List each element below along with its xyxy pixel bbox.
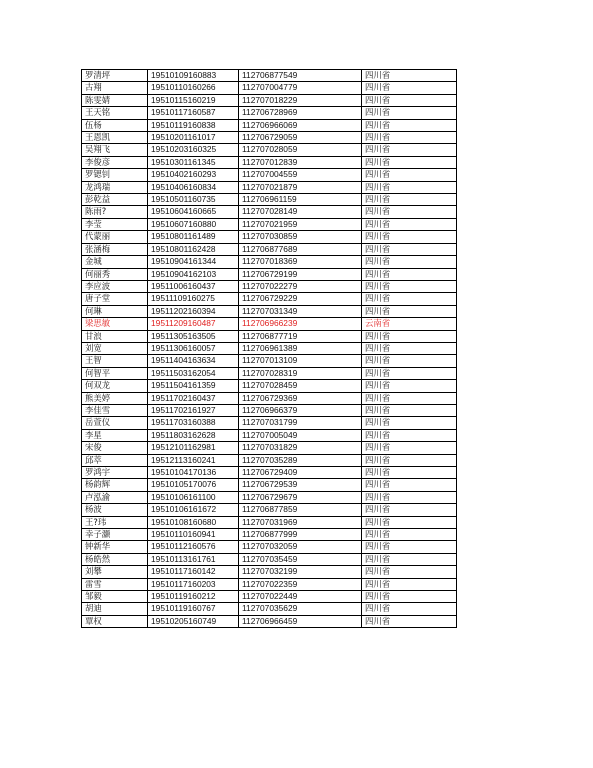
- code-cell: 112707022279: [239, 280, 362, 292]
- id-cell: 19511209160487: [148, 318, 239, 330]
- code-cell: 112706729539: [239, 479, 362, 491]
- table-row: [82, 169, 457, 181]
- table-row: [82, 367, 457, 379]
- id-cell: 19510117160587: [148, 107, 239, 119]
- province-cell: 四川省: [362, 305, 457, 317]
- name-cell: 邹毅: [82, 591, 148, 603]
- id-cell: 19511702161927: [148, 404, 239, 416]
- name-cell: 陈雨?: [82, 206, 148, 218]
- table-row: [82, 256, 457, 268]
- table-row: [82, 156, 457, 168]
- name-cell: 王恩凯: [82, 132, 148, 144]
- table-row: [82, 566, 457, 578]
- id-cell: 19510904162103: [148, 268, 239, 280]
- province-cell: 四川省: [362, 504, 457, 516]
- code-cell: 112707018369: [239, 256, 362, 268]
- province-cell: 四川省: [362, 442, 457, 454]
- id-cell: 19510110160266: [148, 82, 239, 94]
- province-cell: 四川省: [362, 156, 457, 168]
- code-cell: 112706729679: [239, 491, 362, 503]
- name-cell: 钟新华: [82, 541, 148, 553]
- id-cell: 19510801161489: [148, 231, 239, 243]
- province-cell: 四川省: [362, 429, 457, 441]
- name-cell: 伍杨: [82, 119, 148, 131]
- table-row: [82, 454, 457, 466]
- name-cell: 罗鸿宇: [82, 467, 148, 479]
- name-cell: 李应波: [82, 280, 148, 292]
- id-cell: 19512113160241: [148, 454, 239, 466]
- table-row: [82, 231, 457, 243]
- id-cell: 19510402160293: [148, 169, 239, 181]
- code-cell: 112707004779: [239, 82, 362, 94]
- table-row: [82, 417, 457, 429]
- table-row: [82, 404, 457, 416]
- table-row: [82, 615, 457, 627]
- province-cell: 四川省: [362, 615, 457, 627]
- id-cell: 19510105170076: [148, 479, 239, 491]
- id-cell: 19510604160665: [148, 206, 239, 218]
- code-cell: 112706728969: [239, 107, 362, 119]
- name-cell: 甘浪: [82, 330, 148, 342]
- code-cell: 112706961159: [239, 194, 362, 206]
- data-table: [81, 69, 457, 628]
- name-cell: 宋俊: [82, 442, 148, 454]
- code-cell: 112706729369: [239, 392, 362, 404]
- name-cell: 罗清坪: [82, 70, 148, 82]
- code-cell: 112706877689: [239, 243, 362, 255]
- code-cell: 112706966379: [239, 404, 362, 416]
- table-row: [82, 442, 457, 454]
- id-cell: 19510109160883: [148, 70, 239, 82]
- table-row: [82, 479, 457, 491]
- id-cell: 19510406160834: [148, 181, 239, 193]
- name-cell: 卢泓渝: [82, 491, 148, 503]
- name-cell: 何双龙: [82, 380, 148, 392]
- name-cell: 何智平: [82, 367, 148, 379]
- code-cell: 112707005049: [239, 429, 362, 441]
- table-row: [82, 119, 457, 131]
- name-cell: 代蒙丽: [82, 231, 148, 243]
- name-cell: 罗锶钊: [82, 169, 148, 181]
- name-cell: 王智: [82, 355, 148, 367]
- code-cell: 112707022449: [239, 591, 362, 603]
- table-row: [82, 268, 457, 280]
- province-cell: 四川省: [362, 169, 457, 181]
- name-cell: 李莹: [82, 218, 148, 230]
- code-cell: 112706729059: [239, 132, 362, 144]
- name-cell: 龙鸿瑞: [82, 181, 148, 193]
- name-cell: 古翔: [82, 82, 148, 94]
- name-cell: 李佳雪: [82, 404, 148, 416]
- id-cell: 19510201161017: [148, 132, 239, 144]
- name-cell: 张涵梅: [82, 243, 148, 255]
- table-row: [82, 491, 457, 503]
- id-cell: 19510108160680: [148, 516, 239, 528]
- name-cell: 吴翔飞: [82, 144, 148, 156]
- province-cell: 四川省: [362, 70, 457, 82]
- name-cell: 岳萱仪: [82, 417, 148, 429]
- province-cell: 四川省: [362, 132, 457, 144]
- code-cell: 112707004559: [239, 169, 362, 181]
- code-cell: 112706966239: [239, 318, 362, 330]
- code-cell: 112707013109: [239, 355, 362, 367]
- code-cell: 112706877549: [239, 70, 362, 82]
- code-cell: 112707012839: [239, 156, 362, 168]
- table-row: [82, 132, 457, 144]
- province-cell: 四川省: [362, 516, 457, 528]
- province-cell: 四川省: [362, 218, 457, 230]
- name-cell: 雷雪: [82, 578, 148, 590]
- province-cell: 四川省: [362, 181, 457, 193]
- province-cell: 四川省: [362, 578, 457, 590]
- table-row: [82, 355, 457, 367]
- id-cell: 19511702160437: [148, 392, 239, 404]
- name-cell: 梁思敏: [82, 318, 148, 330]
- code-cell: 112706729409: [239, 467, 362, 479]
- code-cell: 112706729199: [239, 268, 362, 280]
- table-row: [82, 603, 457, 615]
- id-cell: 19510112160576: [148, 541, 239, 553]
- table-row: [82, 578, 457, 590]
- id-cell: 19510106161100: [148, 491, 239, 503]
- code-cell: 112707028319: [239, 367, 362, 379]
- table-row: [82, 293, 457, 305]
- id-cell: 19510607160880: [148, 218, 239, 230]
- table-row: [82, 318, 457, 330]
- province-cell: 四川省: [362, 491, 457, 503]
- id-cell: 19510106161672: [148, 504, 239, 516]
- name-cell: 唐子堂: [82, 293, 148, 305]
- code-cell: 112707021959: [239, 218, 362, 230]
- id-cell: 19510117160142: [148, 566, 239, 578]
- province-cell: 四川省: [362, 342, 457, 354]
- code-cell: 112707028459: [239, 380, 362, 392]
- province-cell: 四川省: [362, 107, 457, 119]
- table-row: [82, 144, 457, 156]
- code-cell: 112707031969: [239, 516, 362, 528]
- id-cell: 19510119160838: [148, 119, 239, 131]
- name-cell: 杨波: [82, 504, 148, 516]
- id-cell: 19511703160388: [148, 417, 239, 429]
- name-cell: 胡迪: [82, 603, 148, 615]
- table-row: [82, 591, 457, 603]
- code-cell: 112707032199: [239, 566, 362, 578]
- table-row: [82, 305, 457, 317]
- code-cell: 112706966459: [239, 615, 362, 627]
- table-row: [82, 504, 457, 516]
- province-cell: 云南省: [362, 318, 457, 330]
- table-row: [82, 541, 457, 553]
- name-cell: 彭乾益: [82, 194, 148, 206]
- province-cell: 四川省: [362, 256, 457, 268]
- province-cell: 四川省: [362, 566, 457, 578]
- province-cell: 四川省: [362, 144, 457, 156]
- code-cell: 112706966069: [239, 119, 362, 131]
- province-cell: 四川省: [362, 293, 457, 305]
- id-cell: 19511503162054: [148, 367, 239, 379]
- province-cell: 四川省: [362, 404, 457, 416]
- id-cell: 19511504161359: [148, 380, 239, 392]
- table-row: [82, 342, 457, 354]
- name-cell: 陈雯婧: [82, 94, 148, 106]
- table-row: [82, 181, 457, 193]
- province-cell: 四川省: [362, 231, 457, 243]
- table-row: [82, 70, 457, 82]
- id-cell: 19511109160275: [148, 293, 239, 305]
- province-cell: 四川省: [362, 454, 457, 466]
- code-cell: 112706877859: [239, 504, 362, 516]
- id-cell: 19510904161344: [148, 256, 239, 268]
- name-cell: 熊美婷: [82, 392, 148, 404]
- id-cell: 19510801162428: [148, 243, 239, 255]
- id-cell: 19510119160767: [148, 603, 239, 615]
- name-cell: 金城: [82, 256, 148, 268]
- table-row: [82, 553, 457, 565]
- table-row: [82, 392, 457, 404]
- id-cell: 19511202160394: [148, 305, 239, 317]
- id-cell: 19510119160212: [148, 591, 239, 603]
- code-cell: 112707028059: [239, 144, 362, 156]
- name-cell: 刘宽: [82, 342, 148, 354]
- name-cell: 何丽秀: [82, 268, 148, 280]
- table-row: [82, 380, 457, 392]
- code-cell: 112706877999: [239, 529, 362, 541]
- code-cell: 112707032059: [239, 541, 362, 553]
- id-cell: 19510117160203: [148, 578, 239, 590]
- province-cell: 四川省: [362, 553, 457, 565]
- name-cell: 邱萃: [82, 454, 148, 466]
- province-cell: 四川省: [362, 94, 457, 106]
- province-cell: 四川省: [362, 355, 457, 367]
- name-cell: 幸子灏: [82, 529, 148, 541]
- id-cell: 19512101162981: [148, 442, 239, 454]
- province-cell: 四川省: [362, 194, 457, 206]
- table-row: [82, 107, 457, 119]
- province-cell: 四川省: [362, 280, 457, 292]
- id-cell: 19511803162628: [148, 429, 239, 441]
- province-cell: 四川省: [362, 467, 457, 479]
- code-cell: 112707035629: [239, 603, 362, 615]
- id-cell: 19510113161761: [148, 553, 239, 565]
- name-cell: 杨皓然: [82, 553, 148, 565]
- name-cell: 覃权: [82, 615, 148, 627]
- province-cell: 四川省: [362, 268, 457, 280]
- code-cell: 112707035459: [239, 553, 362, 565]
- code-cell: 112707031829: [239, 442, 362, 454]
- code-cell: 112707018229: [239, 94, 362, 106]
- province-cell: 四川省: [362, 417, 457, 429]
- id-cell: 19510301161345: [148, 156, 239, 168]
- table-row: [82, 194, 457, 206]
- table-body: [82, 70, 457, 628]
- code-cell: 112707031349: [239, 305, 362, 317]
- id-cell: 19511306160057: [148, 342, 239, 354]
- name-cell: 李星: [82, 429, 148, 441]
- table-row: [82, 467, 457, 479]
- table-row: [82, 218, 457, 230]
- id-cell: 19510115160219: [148, 94, 239, 106]
- province-cell: 四川省: [362, 529, 457, 541]
- table-row: [82, 330, 457, 342]
- name-cell: 李俊彦: [82, 156, 148, 168]
- spreadsheet-table-wrapper: [81, 69, 457, 628]
- table-row: [82, 429, 457, 441]
- code-cell: 112707022359: [239, 578, 362, 590]
- province-cell: 四川省: [362, 119, 457, 131]
- province-cell: 四川省: [362, 603, 457, 615]
- name-cell: 王天铭: [82, 107, 148, 119]
- id-cell: 19510104170136: [148, 467, 239, 479]
- province-cell: 四川省: [362, 367, 457, 379]
- id-cell: 19511404163634: [148, 355, 239, 367]
- name-cell: 杨韵辉: [82, 479, 148, 491]
- id-cell: 19510205160749: [148, 615, 239, 627]
- province-cell: 四川省: [362, 206, 457, 218]
- code-cell: 112707035289: [239, 454, 362, 466]
- code-cell: 112706877719: [239, 330, 362, 342]
- table-row: [82, 94, 457, 106]
- province-cell: 四川省: [362, 479, 457, 491]
- code-cell: 112707031799: [239, 417, 362, 429]
- code-cell: 112707028149: [239, 206, 362, 218]
- name-cell: 王?玮: [82, 516, 148, 528]
- name-cell: 刘攀: [82, 566, 148, 578]
- province-cell: 四川省: [362, 330, 457, 342]
- province-cell: 四川省: [362, 392, 457, 404]
- province-cell: 四川省: [362, 541, 457, 553]
- table-row: [82, 516, 457, 528]
- id-cell: 19510501160735: [148, 194, 239, 206]
- table-row: [82, 529, 457, 541]
- code-cell: 112707021879: [239, 181, 362, 193]
- table-row: [82, 206, 457, 218]
- id-cell: 19510203160325: [148, 144, 239, 156]
- name-cell: 何琳: [82, 305, 148, 317]
- id-cell: 19511305163505: [148, 330, 239, 342]
- code-cell: 112706961389: [239, 342, 362, 354]
- province-cell: 四川省: [362, 82, 457, 94]
- code-cell: 112707030859: [239, 231, 362, 243]
- table-row: [82, 280, 457, 292]
- province-cell: 四川省: [362, 591, 457, 603]
- table-row: [82, 82, 457, 94]
- id-cell: 19511006160437: [148, 280, 239, 292]
- province-cell: 四川省: [362, 243, 457, 255]
- id-cell: 19510110160941: [148, 529, 239, 541]
- code-cell: 112706729229: [239, 293, 362, 305]
- province-cell: 四川省: [362, 380, 457, 392]
- table-row: [82, 243, 457, 255]
